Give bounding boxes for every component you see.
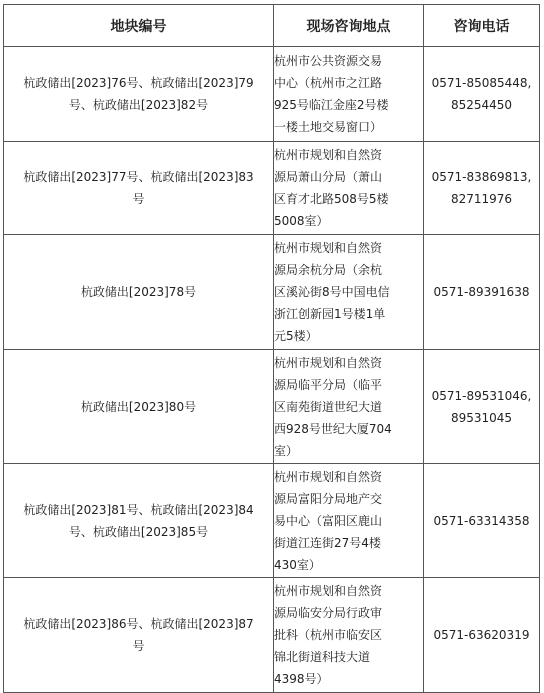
header-consultation-phone: 咨询电话 xyxy=(424,5,540,47)
header-parcel-number: 地块编号 xyxy=(4,5,274,47)
site-line: 杭州市规划和自然资 xyxy=(274,241,383,255)
parcel-cell xyxy=(4,578,274,693)
parcel-line: 杭政储出[2023]81号、杭政储出[2023]84 xyxy=(23,502,254,517)
site-line: 批科（杭州市临安区 xyxy=(274,628,383,642)
site-line: 中心（杭州市之江路 xyxy=(274,76,383,90)
parcel-cell xyxy=(4,464,274,578)
phone-line: 0571-89391638 xyxy=(433,285,530,299)
header-consultation-site: 现场咨询地点 xyxy=(274,5,424,47)
table-row xyxy=(4,47,540,142)
site-line: 街道江连街27号4楼 xyxy=(274,535,381,550)
site-cell xyxy=(274,142,424,235)
site-line: 区南苑街道世纪大道 xyxy=(274,399,383,414)
site-line: 源局萧山分局（萧山 xyxy=(274,170,383,184)
phone-line: 89531045 xyxy=(450,410,513,425)
site-line: 室） xyxy=(274,443,299,458)
site-line: 西928号世纪大厦704 xyxy=(274,421,392,436)
phone-line: 0571-89531046, xyxy=(431,388,532,403)
parcel-line: 杭政储出[2023]78号 xyxy=(80,285,197,299)
parcel-line: 杭政储出[2023]86号、杭政储出[2023]87 xyxy=(23,617,254,631)
table-row xyxy=(4,235,540,350)
parcel-cell xyxy=(4,350,274,464)
parcel-line: 号、杭政储出[2023]85号 xyxy=(68,524,209,539)
table-row xyxy=(4,350,540,464)
parcel-line: 杭政储出[2023]76号、杭政储出[2023]79 xyxy=(23,76,254,90)
site-line: 源局临安分局行政审 xyxy=(274,606,383,620)
parcel-cell xyxy=(4,235,274,350)
site-line: 易中心（富阳区鹿山 xyxy=(274,513,383,528)
site-line: 源局富阳分局地产交 xyxy=(274,491,383,506)
site-line: 4398号） xyxy=(274,672,329,686)
parcel-line: 号、杭政储出[2023]82号 xyxy=(68,98,209,112)
site-line: 区溪沁街8号中国电信 xyxy=(274,285,390,299)
site-cell xyxy=(274,235,424,350)
site-line: 925号临江金座2号楼 xyxy=(274,98,389,112)
phone-line: 82711976 xyxy=(450,192,513,206)
site-line: 杭州市规划和自然资 xyxy=(274,148,383,162)
site-line: 锦北街道科技大道 xyxy=(274,650,371,664)
site-line: 源局临平分局（临平 xyxy=(274,377,383,392)
parcel-line: 杭政储出[2023]80号 xyxy=(80,399,197,414)
site-cell xyxy=(274,464,424,578)
phone-line: 0571-63620319 xyxy=(433,628,530,642)
site-line: 杭州市规划和自然资 xyxy=(274,355,383,370)
parcel-line: 号 xyxy=(132,192,145,206)
table-row xyxy=(4,578,540,693)
phone-line: 0571-83869813, xyxy=(431,170,532,184)
site-line: 源局余杭分局（余杭 xyxy=(274,263,383,277)
site-line: 430室） xyxy=(274,557,321,572)
phone-cell xyxy=(424,350,540,464)
phone-cell xyxy=(424,47,540,142)
phone-line: 0571-63314358 xyxy=(433,513,530,528)
site-cell xyxy=(274,578,424,693)
site-cell xyxy=(274,350,424,464)
site-cell xyxy=(274,47,424,142)
table-row xyxy=(4,142,540,235)
phone-cell xyxy=(424,235,540,350)
site-line: 浙江创新园1号楼1单 xyxy=(274,307,386,321)
site-line: 杭州市规划和自然资 xyxy=(274,469,383,484)
site-line: 区育才北路508号5楼 xyxy=(274,192,389,206)
header-row xyxy=(4,5,540,47)
phone-cell xyxy=(424,142,540,235)
consultation-table xyxy=(3,4,540,693)
parcel-line: 号 xyxy=(132,639,145,653)
table-row xyxy=(4,464,540,578)
phone-line: 85254450 xyxy=(450,98,513,112)
parcel-line: 杭政储出[2023]77号、杭政储出[2023]83 xyxy=(23,170,254,184)
parcel-cell xyxy=(4,142,274,235)
phone-cell xyxy=(424,578,540,693)
site-line: 杭州市规划和自然资 xyxy=(274,584,383,598)
site-line: 杭州市公共资源交易 xyxy=(274,54,383,68)
site-line: 元5楼） xyxy=(274,329,318,343)
phone-cell xyxy=(424,464,540,578)
site-line: 一楼土地交易窗口） xyxy=(274,120,383,134)
phone-line: 0571-85085448, xyxy=(431,76,532,90)
site-line: 5008室） xyxy=(274,214,329,228)
parcel-cell xyxy=(4,47,274,142)
